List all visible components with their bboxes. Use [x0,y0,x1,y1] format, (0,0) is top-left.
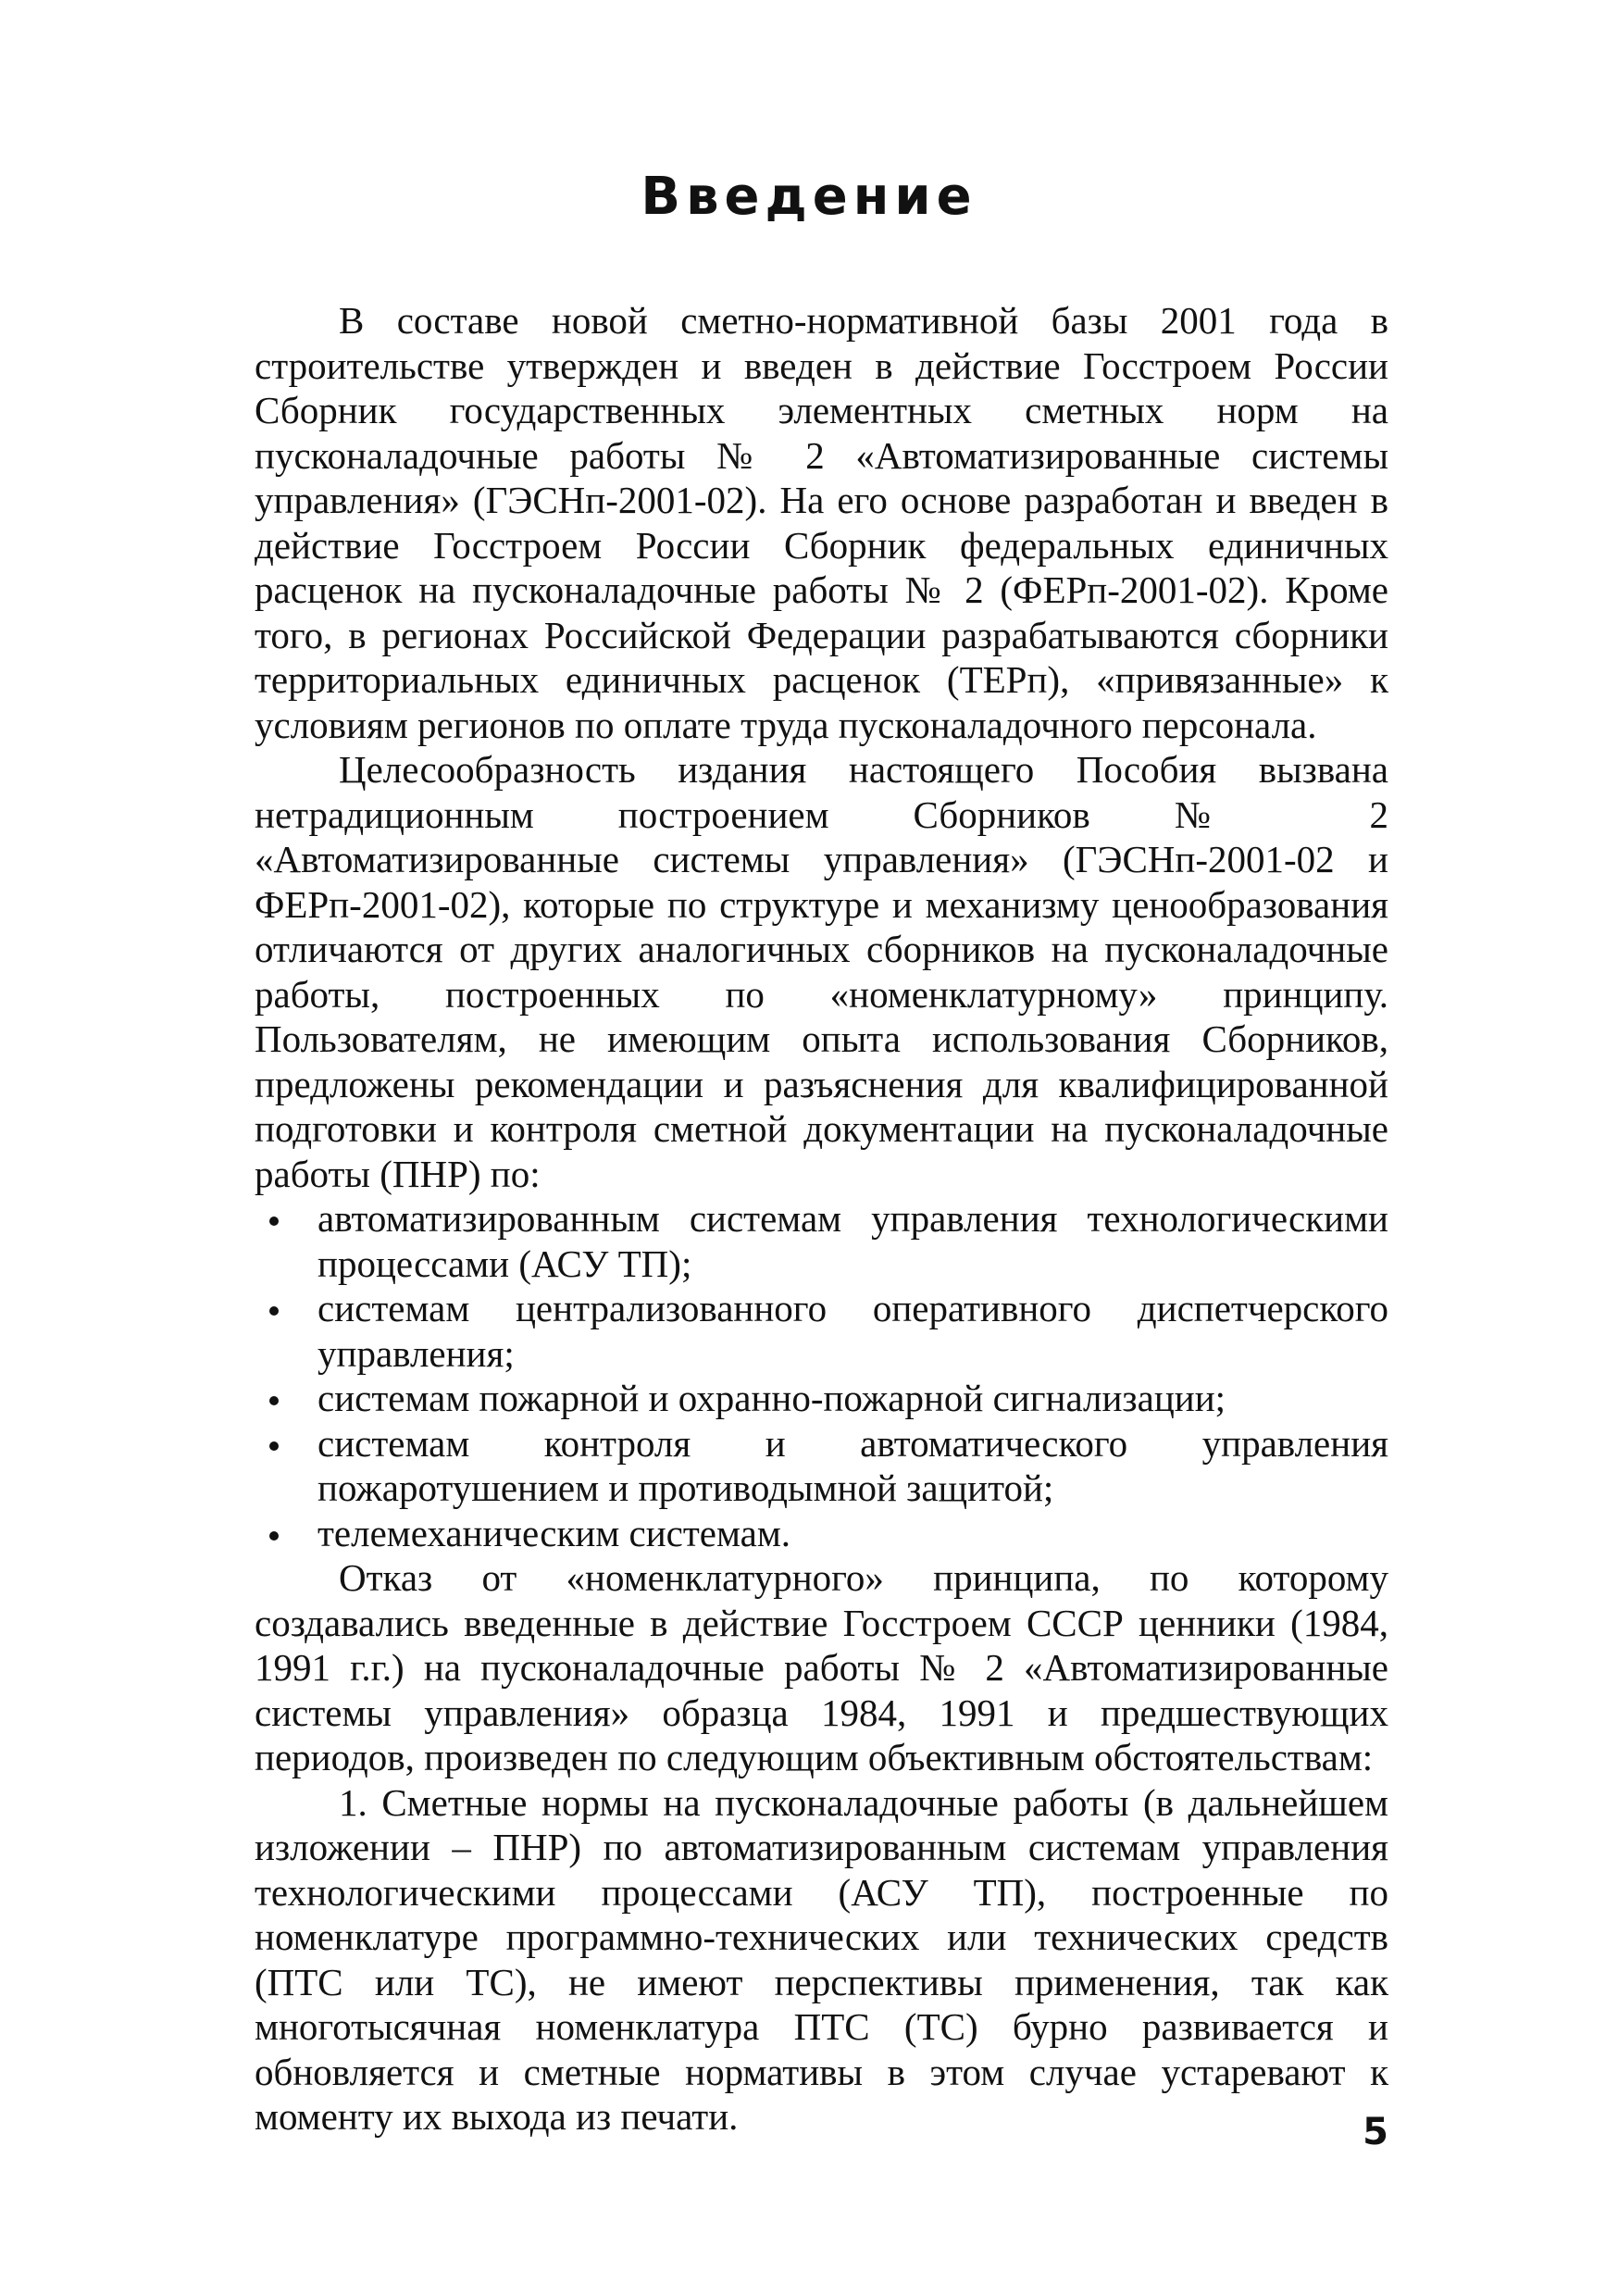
list-item-text: телемеханическим системам. [317,1511,791,1554]
list-item [255,1286,1388,1376]
bullet-icon [269,1531,279,1541]
paragraph: Целесообразность издания настоящего Пособия вызвана нетрадиционным построением Сборников № 2 «Автоматизированные системы управления» (ГЭСНп-2001-02 и ФЕРп-2001-02), которые по структуре и механизму ценообразования отличаются от других аналогичных сборников на пусконаладочные работы, построенных по «номенклатурному» принципу. Пользователям, не имеющим опыта использования Сборников, предложены рекомендации и разъяснения для квалифицированной подготовки и контроля сметной документации на пусконаладочные работы (ПНР) по: [255,748,1388,1195]
paragraph: 1. Сметные нормы на пусконаладочные работы (в дальнейшем изложении – ПНР) по автоматизированным системам управления технологическими процессами (АСУ ТП), построенные по номенклатуре программно-технических или технических средств (ПТС или ТС), не имеют перспективы применения, так как многотысячная номенклатура ПТС (ТС) бурно развивается и обновляется и сметные нормативы в этом случае устаревают к моменту их выхода из печати. [255,1780,1388,2138]
bullet-icon [269,1306,279,1316]
bullet-icon [269,1441,279,1451]
list-item-text: системам пожарной и охранно-пожарной сигнализации; [317,1377,1226,1419]
body-text [255,298,1388,2140]
paragraph: Отказ от «номенклатурного» принципа, по которому создавались введенные в действие Госстроем СССР ценники (1984, 1991 г.г.) на пусконаладочные работы № 2 «Автоматизированные системы управления» образца 1984, 1991 и предшествующих периодов, произведен по следующим объективным обстоятельствам: [255,1556,1388,1778]
list-item [255,1511,1388,1556]
list-item-text: системам контроля и автоматического управления пожаротушением и противодымной защитой; [317,1421,1388,1509]
bullet-icon [269,1217,279,1226]
list-item [255,1421,1388,1511]
bullet-list [255,1196,1388,1555]
list-item [255,1376,1388,1421]
page-title: Введение [641,167,977,227]
list-item [255,1196,1388,1286]
bullet-icon [269,1396,279,1405]
paragraph: В составе новой сметно-нормативной базы 2001 года в строительстве утвержден и введен в действие Госстроем России Сборник государственных элементных сметных норм на пусконаладочные работы № 2 «Автоматизированные системы управления» (ГЭСНп-2001-02). На его основе разработан и введен в действие Госстроем России Сборник федеральных единичных расценок на пусконаладочные работы № 2 (ФЕРп-2001-02). Кроме того, в регионах Российской Федерации разрабатываются сборники территориальных единичных расценок (ТЕРп), «привязанные» к условиям регионов по оплате труда пусконаладочного персонала. [255,299,1388,746]
list-item-text: автоматизированным системам управления технологическими процессами (АСУ ТП); [317,1197,1388,1285]
list-item-text: системам централизованного оперативного диспетчерского управления; [317,1287,1388,1375]
page-number: 5 [1363,2111,1388,2153]
